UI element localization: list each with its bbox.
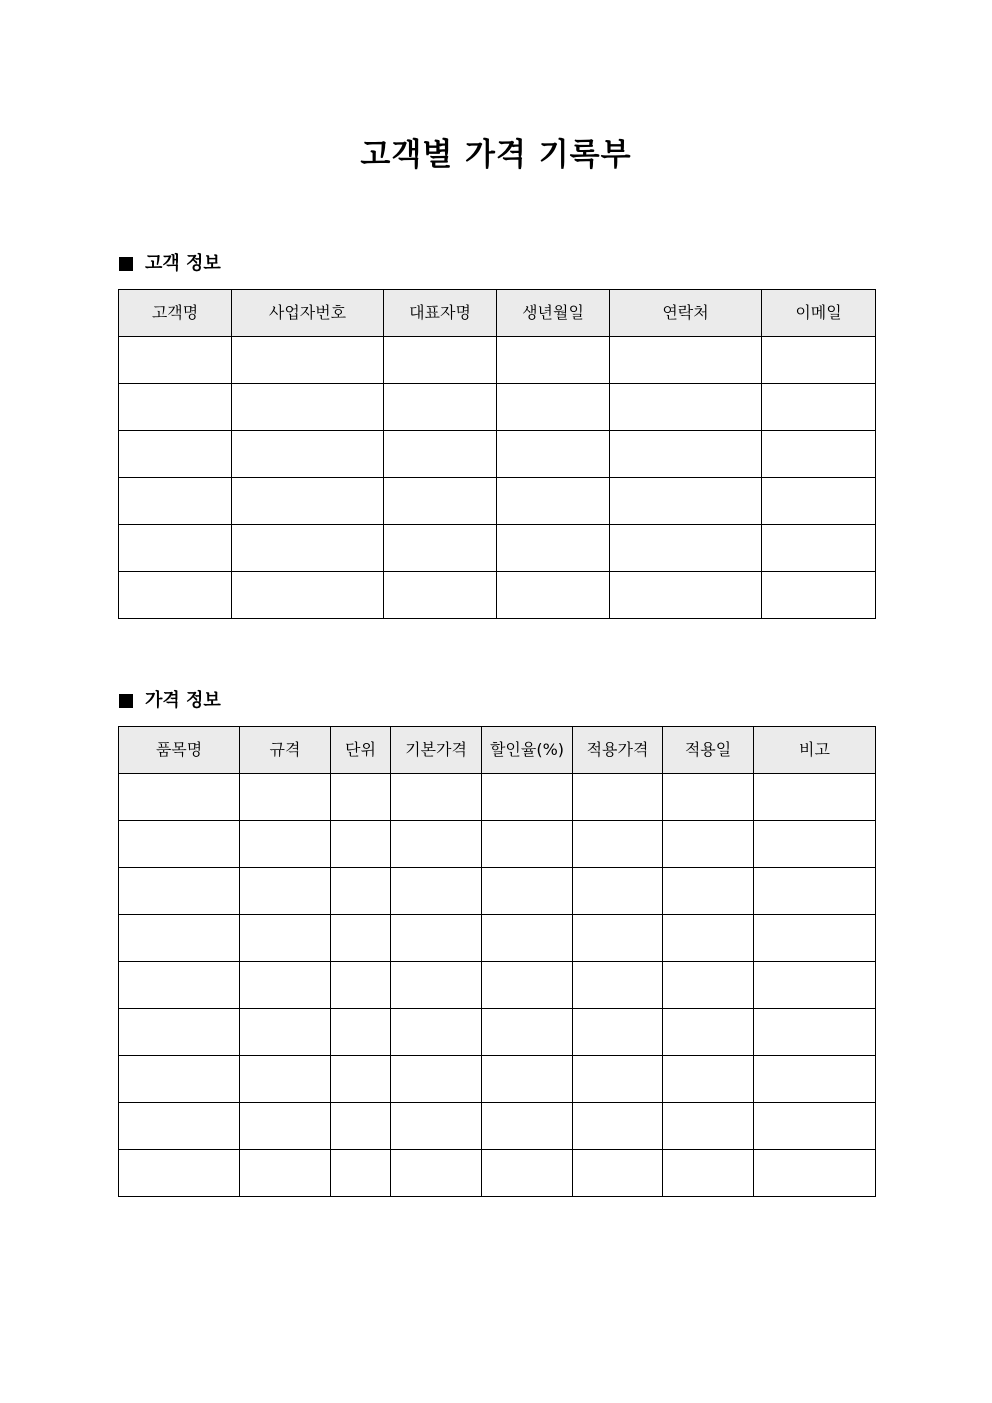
price-input-cell[interactable] bbox=[391, 1009, 482, 1056]
customer-section-title: 고객 정보 bbox=[145, 253, 221, 274]
price-input-cell[interactable] bbox=[331, 962, 391, 1009]
price-input-cell[interactable] bbox=[663, 1009, 754, 1056]
customer-input-cell[interactable] bbox=[232, 431, 384, 478]
customer-input-cell[interactable] bbox=[119, 478, 232, 525]
square-bullet-icon bbox=[119, 257, 133, 271]
price-input-cell[interactable] bbox=[331, 868, 391, 915]
price-input-cell[interactable] bbox=[482, 868, 573, 915]
price-input-cell[interactable] bbox=[482, 774, 573, 821]
price-input-cell[interactable] bbox=[119, 915, 240, 962]
price-input-cell[interactable] bbox=[119, 1056, 240, 1103]
price-col-header: 단위 bbox=[331, 727, 391, 774]
customer-input-cell[interactable] bbox=[610, 431, 762, 478]
price-input-cell[interactable] bbox=[754, 774, 876, 821]
price-input-cell[interactable] bbox=[240, 868, 331, 915]
customer-input-cell[interactable] bbox=[232, 572, 384, 619]
customer-input-cell[interactable] bbox=[762, 525, 876, 572]
price-input-cell[interactable] bbox=[331, 821, 391, 868]
price-input-cell[interactable] bbox=[663, 1056, 754, 1103]
price-input-cell[interactable] bbox=[331, 1056, 391, 1103]
price-input-cell[interactable] bbox=[754, 1103, 876, 1150]
price-input-cell[interactable] bbox=[240, 962, 331, 1009]
price-input-cell[interactable] bbox=[754, 1056, 876, 1103]
price-input-cell[interactable] bbox=[240, 821, 331, 868]
price-input-cell[interactable] bbox=[119, 1103, 240, 1150]
price-input-cell[interactable] bbox=[573, 1103, 663, 1150]
price-input-cell[interactable] bbox=[331, 915, 391, 962]
customer-input-cell[interactable] bbox=[497, 384, 610, 431]
table-row bbox=[119, 774, 876, 821]
price-input-cell[interactable] bbox=[573, 962, 663, 1009]
price-input-cell[interactable] bbox=[391, 774, 482, 821]
price-input-cell[interactable] bbox=[573, 868, 663, 915]
price-input-cell[interactable] bbox=[754, 821, 876, 868]
price-input-cell[interactable] bbox=[663, 962, 754, 1009]
customer-input-cell[interactable] bbox=[232, 337, 384, 384]
customer-input-cell[interactable] bbox=[119, 572, 232, 619]
table-row bbox=[119, 525, 876, 572]
customer-input-cell[interactable] bbox=[610, 384, 762, 431]
document-title: 고객별 가격 기록부 bbox=[360, 137, 632, 173]
price-input-cell[interactable] bbox=[391, 1103, 482, 1150]
customer-input-cell[interactable] bbox=[497, 431, 610, 478]
price-input-cell[interactable] bbox=[119, 774, 240, 821]
customer-input-cell[interactable] bbox=[119, 384, 232, 431]
price-input-cell[interactable] bbox=[240, 915, 331, 962]
customer-input-cell[interactable] bbox=[497, 525, 610, 572]
price-input-cell[interactable] bbox=[119, 821, 240, 868]
price-col-header: 규격 bbox=[240, 727, 331, 774]
table-row bbox=[119, 821, 876, 868]
price-col-header: 기본가격 bbox=[391, 727, 482, 774]
price-col-header: 적용가격 bbox=[573, 727, 663, 774]
table-row bbox=[119, 572, 876, 619]
customer-header-row bbox=[119, 290, 876, 337]
price-input-cell[interactable] bbox=[119, 1150, 240, 1197]
customer-input-cell[interactable] bbox=[384, 525, 497, 572]
price-input-cell[interactable] bbox=[573, 821, 663, 868]
customer-input-cell[interactable] bbox=[762, 478, 876, 525]
price-input-cell[interactable] bbox=[119, 1009, 240, 1056]
customer-col-header: 대표자명 bbox=[384, 290, 497, 337]
customer-table-body bbox=[119, 337, 876, 619]
table-row bbox=[119, 478, 876, 525]
price-input-cell[interactable] bbox=[754, 1009, 876, 1056]
price-input-cell[interactable] bbox=[240, 1056, 331, 1103]
price-input-cell[interactable] bbox=[482, 1009, 573, 1056]
price-input-cell[interactable] bbox=[573, 1009, 663, 1056]
customer-input-cell[interactable] bbox=[610, 337, 762, 384]
price-input-cell[interactable] bbox=[754, 1150, 876, 1197]
table-row bbox=[119, 962, 876, 1009]
customer-col-header: 사업자번호 bbox=[232, 290, 384, 337]
price-input-cell[interactable] bbox=[663, 915, 754, 962]
price-col-header bbox=[482, 727, 573, 774]
price-col-header: 적용일 bbox=[663, 727, 754, 774]
price-input-cell[interactable] bbox=[482, 821, 573, 868]
customer-input-cell[interactable] bbox=[232, 478, 384, 525]
table-row bbox=[119, 1103, 876, 1150]
price-input-cell[interactable] bbox=[331, 774, 391, 821]
customer-input-cell[interactable] bbox=[384, 572, 497, 619]
customer-input-cell[interactable] bbox=[232, 384, 384, 431]
price-col-header: 품목명 bbox=[119, 727, 240, 774]
price-input-cell[interactable] bbox=[240, 1009, 331, 1056]
customer-input-cell[interactable] bbox=[762, 337, 876, 384]
price-input-cell[interactable] bbox=[482, 915, 573, 962]
price-input-cell[interactable] bbox=[482, 1103, 573, 1150]
customer-input-cell[interactable] bbox=[384, 384, 497, 431]
price-input-cell[interactable] bbox=[391, 868, 482, 915]
customer-input-cell[interactable] bbox=[497, 478, 610, 525]
table-row bbox=[119, 1009, 876, 1056]
price-input-cell[interactable] bbox=[573, 1056, 663, 1103]
price-input-cell[interactable] bbox=[391, 1056, 482, 1103]
customer-input-cell[interactable] bbox=[497, 572, 610, 619]
customer-input-cell[interactable] bbox=[119, 431, 232, 478]
price-input-cell[interactable] bbox=[663, 1150, 754, 1197]
customer-input-cell[interactable] bbox=[119, 337, 232, 384]
price-input-cell[interactable] bbox=[331, 1150, 391, 1197]
price-input-cell[interactable] bbox=[663, 774, 754, 821]
table-row bbox=[119, 915, 876, 962]
price-input-cell[interactable] bbox=[391, 915, 482, 962]
price-input-cell[interactable] bbox=[754, 915, 876, 962]
price-input-cell[interactable] bbox=[391, 962, 482, 1009]
price-section-heading bbox=[119, 689, 221, 713]
customer-input-cell[interactable] bbox=[762, 572, 876, 619]
customer-col-header: 생년월일 bbox=[497, 290, 610, 337]
price-input-cell[interactable] bbox=[482, 1056, 573, 1103]
price-input-cell[interactable] bbox=[663, 1103, 754, 1150]
price-input-cell[interactable] bbox=[663, 868, 754, 915]
customer-input-cell[interactable] bbox=[497, 337, 610, 384]
price-input-cell[interactable] bbox=[240, 1150, 331, 1197]
customer-input-cell[interactable] bbox=[384, 337, 497, 384]
customer-col-header: 고객명 bbox=[119, 290, 232, 337]
customer-input-cell[interactable] bbox=[762, 384, 876, 431]
price-input-cell[interactable] bbox=[573, 915, 663, 962]
price-table-body bbox=[119, 774, 876, 1197]
customer-section-heading bbox=[119, 252, 221, 276]
table-row bbox=[119, 1056, 876, 1103]
price-input-cell[interactable] bbox=[482, 1150, 573, 1197]
customer-input-cell[interactable] bbox=[384, 478, 497, 525]
table-row bbox=[119, 337, 876, 384]
price-input-cell[interactable] bbox=[240, 774, 331, 821]
price-col-header: 비고 bbox=[754, 727, 876, 774]
price-input-cell[interactable] bbox=[331, 1103, 391, 1150]
price-input-cell[interactable] bbox=[119, 868, 240, 915]
price-input-cell[interactable] bbox=[573, 1150, 663, 1197]
price-input-cell[interactable] bbox=[119, 962, 240, 1009]
price-input-cell[interactable] bbox=[391, 1150, 482, 1197]
table-row bbox=[119, 1150, 876, 1197]
customer-input-cell[interactable] bbox=[610, 572, 762, 619]
customer-input-cell[interactable] bbox=[762, 431, 876, 478]
customer-input-cell[interactable] bbox=[610, 525, 762, 572]
price-input-cell[interactable] bbox=[663, 821, 754, 868]
price-info-table bbox=[118, 726, 876, 1197]
table-row bbox=[119, 431, 876, 478]
customer-input-cell[interactable] bbox=[384, 431, 497, 478]
price-input-cell[interactable] bbox=[482, 962, 573, 1009]
customer-input-cell[interactable] bbox=[119, 525, 232, 572]
price-header-row bbox=[119, 727, 876, 774]
customer-input-cell[interactable] bbox=[232, 525, 384, 572]
discount-rate-header: 할인율(%) bbox=[489, 740, 565, 759]
customer-info-table bbox=[118, 289, 876, 619]
price-input-cell[interactable] bbox=[754, 962, 876, 1009]
customer-col-header: 이메일 bbox=[762, 290, 876, 337]
price-section-title: 가격 정보 bbox=[145, 690, 221, 711]
price-input-cell[interactable] bbox=[391, 821, 482, 868]
table-row bbox=[119, 868, 876, 915]
square-bullet-icon bbox=[119, 694, 133, 708]
customer-input-cell[interactable] bbox=[610, 478, 762, 525]
price-input-cell[interactable] bbox=[331, 1009, 391, 1056]
price-input-cell[interactable] bbox=[240, 1103, 331, 1150]
customer-col-header: 연락처 bbox=[610, 290, 762, 337]
price-input-cell[interactable] bbox=[754, 868, 876, 915]
table-row bbox=[119, 384, 876, 431]
price-input-cell[interactable] bbox=[573, 774, 663, 821]
